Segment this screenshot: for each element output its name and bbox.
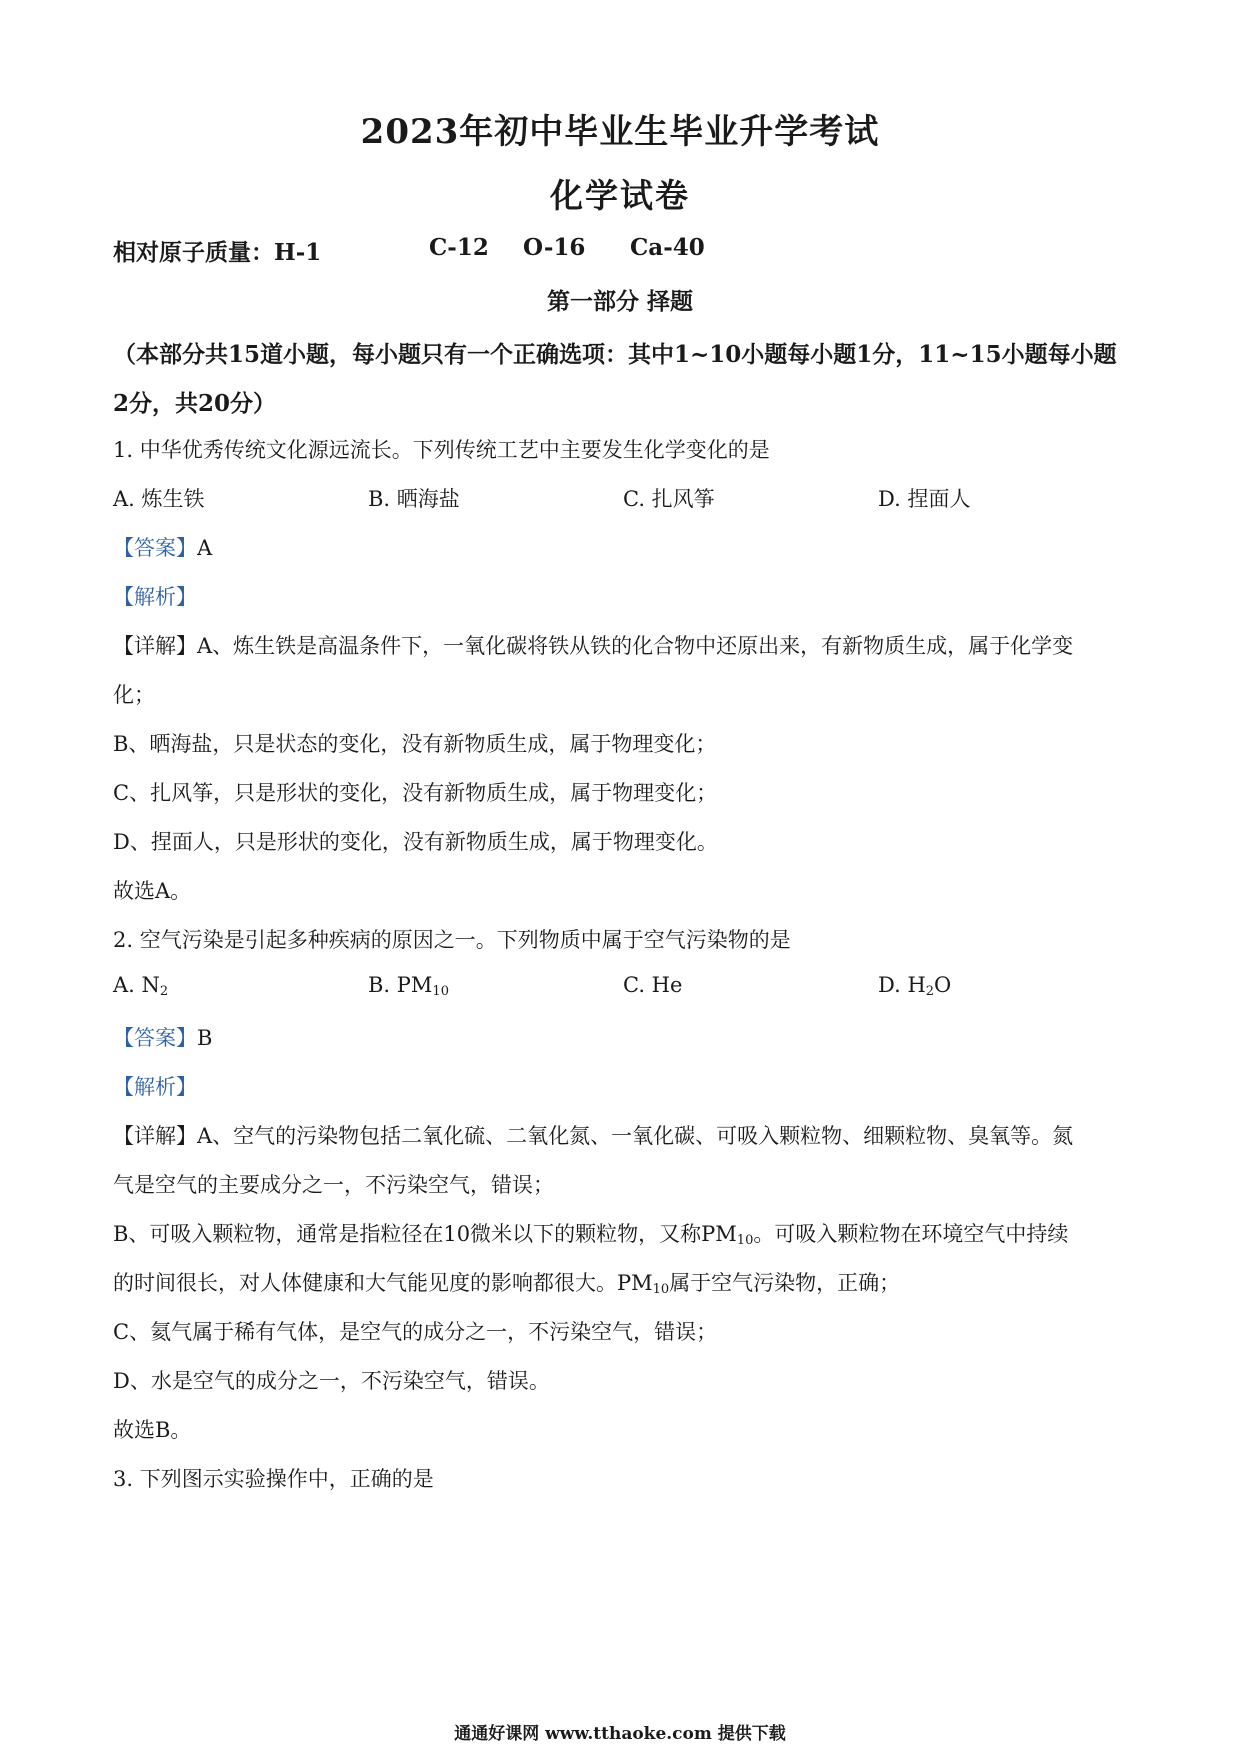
q1-detail-d: D、捏面人，只是形状的变化，没有新物质生成，属于物理变化。 xyxy=(113,830,718,854)
q2-conclusion: 故选B。 xyxy=(113,1418,192,1442)
q1-detail-c: C、扎风筝，只是形状的变化，没有新物质生成，属于物理变化； xyxy=(113,781,718,805)
section-instructions: （本部分共15道小题，每小题只有一个正确选项：其中1~10小题每小题1分，11~15小题每小题2分，共20分） xyxy=(113,341,1117,417)
mass-h: H-1 xyxy=(274,239,322,266)
section-title: 第一部分 择题 xyxy=(546,288,693,315)
q1-option-c: C. 扎风筝 xyxy=(623,487,715,511)
q2-option-d: D. $H_2O$ xyxy=(878,973,952,999)
q2-detail-c: C、氦气属于稀有气体，是空气的成分之一，不污染空气，错误； xyxy=(113,1320,718,1344)
q1-detail-b: B、晒海盐，只是状态的变化，没有新物质生成，属于物理变化； xyxy=(113,732,717,756)
q2-detail-a: A、空气的污染物包括二氧化硫、二氧化氮、一氧化碳、可吸入颗粒物、细颗粒物、臭氧等。氮 xyxy=(197,1124,1074,1148)
q1-answer xyxy=(113,532,212,562)
answer-tag: 【答案】 xyxy=(113,536,197,560)
q1-detail-a: A、炼生铁是高温条件下，一氧化碳将铁从铁的化合物中还原出来，有新物质生成，属于化学变 xyxy=(197,634,1074,658)
q2-analysis-tag: 【解析】 xyxy=(113,1075,197,1099)
q1-detail-line1 xyxy=(113,630,1073,660)
q1-option-a: A. 炼生铁 xyxy=(113,487,205,511)
q3-stem: 3. 下列图示实验操作中，正确的是 xyxy=(113,1467,434,1491)
q2-detail-d: D、水是空气的成分之一，不污染空气，错误。 xyxy=(113,1369,550,1393)
q2-option-b: B. $PM_{10}$ xyxy=(368,973,449,999)
footer-credit: 通通好课网 www.tthaoke.com 提供下载 xyxy=(454,1724,786,1744)
atomic-masses-label: 相对原子质量： xyxy=(113,239,274,266)
q1-option-d: D. 捏面人 xyxy=(878,487,971,511)
answer-tag: 【答案】 xyxy=(113,1026,197,1050)
q1-stem: 1. 中华优秀传统文化源远流长。下列传统工艺中主要发生化学变化的是 xyxy=(113,438,770,462)
q2-detail-b2: 的时间很长，对人体健康和大气能见度的影响都很大。$PM_{10}$属于空气污染物，正确； xyxy=(113,1271,901,1297)
q2-detail-line1 xyxy=(113,1120,1073,1150)
mass-c: C-12 xyxy=(429,234,489,261)
q2-answer xyxy=(113,1022,212,1052)
detail-tag: 【详解】 xyxy=(113,634,197,658)
q2-detail-line2: 气是空气的主要成分之一，不污染空气，错误； xyxy=(113,1173,554,1197)
mass-o: O-16 xyxy=(523,234,586,261)
q1-conclusion: 故选A。 xyxy=(113,879,192,903)
mass-ca: Ca-40 xyxy=(630,234,705,261)
q2-option-a: A. $N_2$ xyxy=(113,973,169,999)
exam-subtitle: 化学试卷 xyxy=(550,176,690,215)
q2-answer-value: B xyxy=(197,1026,213,1050)
q1-answer-value: A xyxy=(197,536,213,560)
atomic-masses xyxy=(113,234,705,267)
exam-title: 2023年初中毕业生毕业升学考试 xyxy=(360,112,880,152)
detail-tag: 【详解】 xyxy=(113,1124,197,1148)
q2-detail-b1: B、可吸入颗粒物，通常是指粒径在10微米以下的颗粒物，又称$PM_{10}$。可吸入颗粒物在环境空气中持续 xyxy=(113,1222,1069,1248)
q2-stem: 2. 空气污染是引起多种疾病的原因之一。下列物质中属于空气污染物的是 xyxy=(113,928,791,952)
q1-analysis-tag: 【解析】 xyxy=(113,585,197,609)
q2-option-c: C. He xyxy=(623,973,683,997)
q1-detail-line2: 化； xyxy=(113,683,155,707)
q1-option-b: B. 晒海盐 xyxy=(368,487,460,511)
